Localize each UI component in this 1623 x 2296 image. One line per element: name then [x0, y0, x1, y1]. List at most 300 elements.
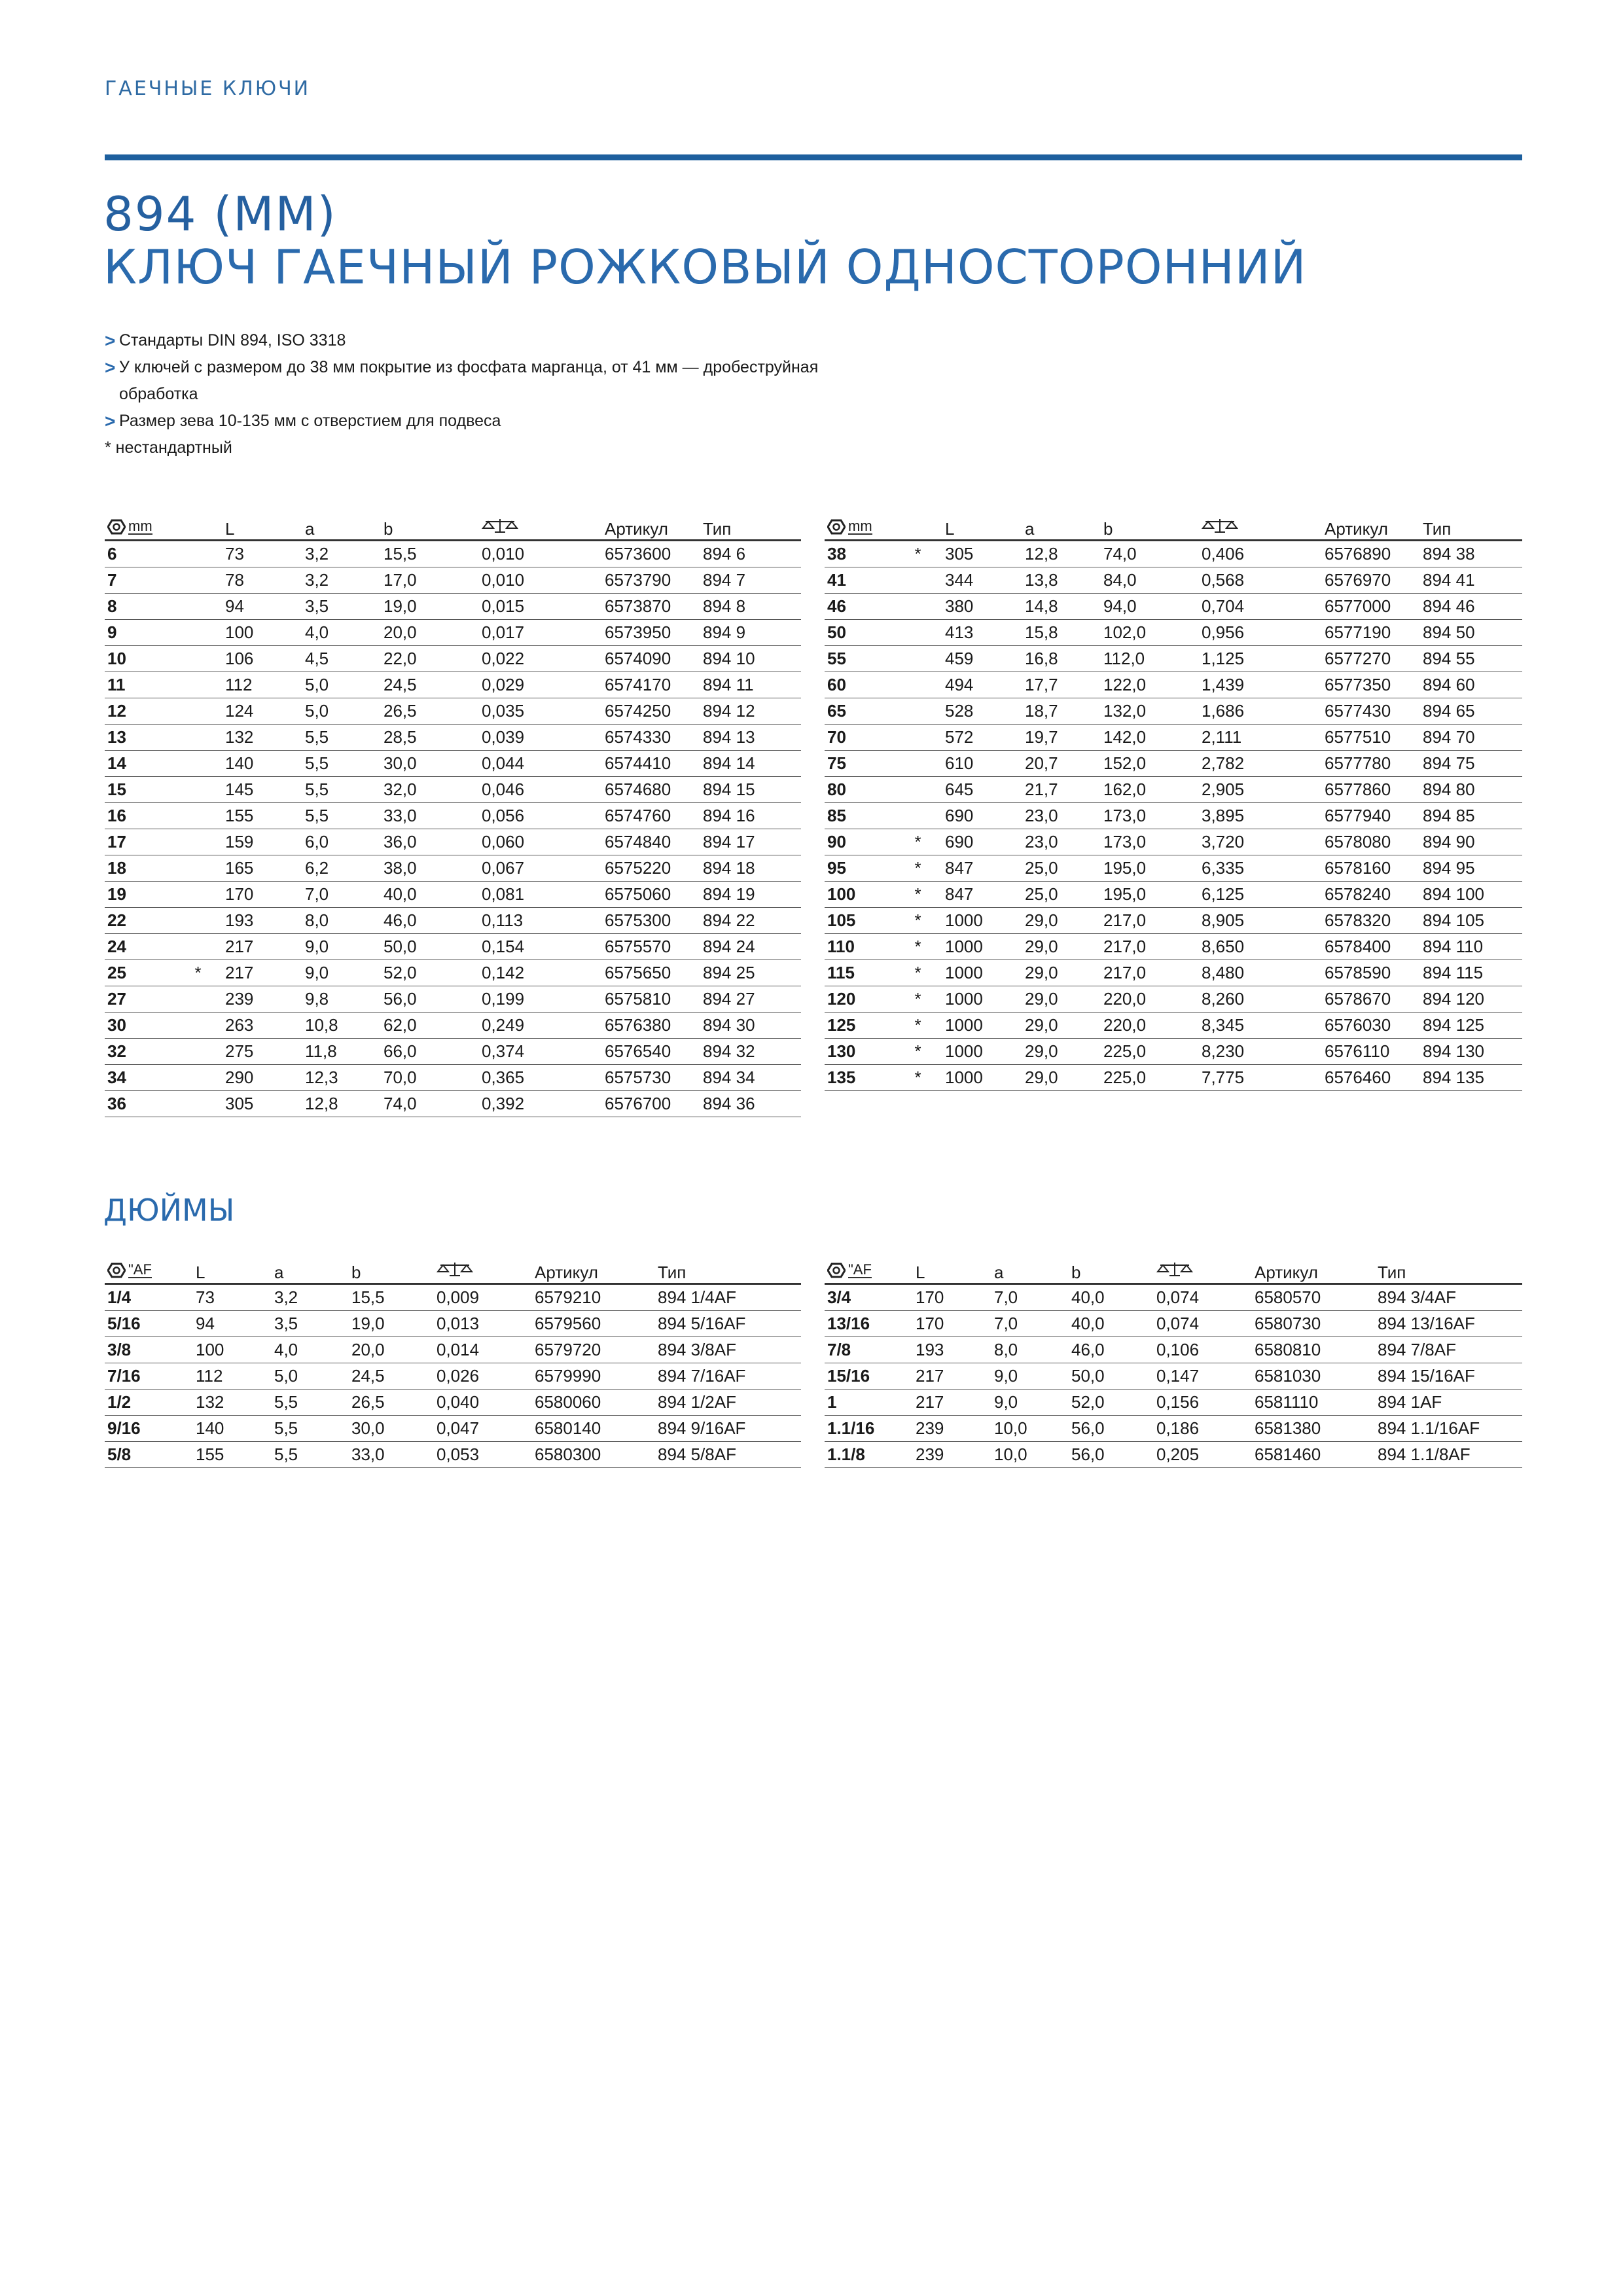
weight-cell: 0,014 — [434, 1337, 532, 1363]
size-cell: 16 — [105, 803, 173, 829]
table-row — [825, 1337, 1522, 1363]
size-cell: 41 — [825, 567, 893, 594]
length-cell: 165 — [223, 855, 302, 882]
b-cell: 40,0 — [1069, 1311, 1154, 1337]
size-cell: 85 — [825, 803, 893, 829]
type-cell: 894 22 — [700, 908, 801, 934]
table-row — [825, 986, 1522, 1013]
size-cell: 8 — [105, 594, 173, 620]
table-row — [825, 646, 1522, 672]
weight-cell: 3,720 — [1199, 829, 1322, 855]
type-cell: 894 27 — [700, 986, 801, 1013]
length-cell: 217 — [913, 1390, 991, 1416]
b-cell: 50,0 — [1069, 1363, 1154, 1390]
article-cell: 6578400 — [1322, 934, 1420, 960]
article-column-header: Артикул — [1322, 513, 1420, 541]
b-cell: 62,0 — [381, 1013, 479, 1039]
size-cell: 135 — [825, 1065, 893, 1091]
article-cell: 6576970 — [1322, 567, 1420, 594]
b-cell: 15,5 — [381, 541, 479, 567]
nonstandard-mark: * — [893, 829, 942, 855]
weight-cell: 8,260 — [1199, 986, 1322, 1013]
length-cell: 305 — [223, 1091, 302, 1117]
inch-table-right — [825, 1257, 1522, 1468]
a-cell: 5,0 — [272, 1363, 349, 1390]
table-row — [105, 777, 801, 803]
b-cell: 19,0 — [349, 1311, 434, 1337]
weight-cell: 1,439 — [1199, 672, 1322, 698]
type-cell: 894 85 — [1420, 803, 1522, 829]
table-row — [105, 855, 801, 882]
a-cell: 25,0 — [1022, 882, 1101, 908]
note-item: > У ключей с размером до 38 мм покрытие из фосфата марганца, от 41 мм — дробеструйная обработка — [105, 354, 864, 408]
b-cell: 30,0 — [349, 1416, 434, 1442]
size-cell: 36 — [105, 1091, 173, 1117]
length-cell: 459 — [942, 646, 1022, 672]
type-cell: 894 125 — [1420, 1013, 1522, 1039]
type-cell: 894 55 — [1420, 646, 1522, 672]
type-cell: 894 32 — [700, 1039, 801, 1065]
weight-cell: 0,113 — [479, 908, 602, 934]
article-cell: 6576540 — [602, 1039, 700, 1065]
table-header-row — [825, 1257, 1522, 1284]
size-cell: 95 — [825, 855, 893, 882]
length-cell: 145 — [223, 777, 302, 803]
type-cell: 894 6 — [700, 541, 801, 567]
a-cell: 14,8 — [1022, 594, 1101, 620]
b-cell: 56,0 — [1069, 1416, 1154, 1442]
nonstandard-mark — [173, 1039, 223, 1065]
size-cell: 11 — [105, 672, 173, 698]
length-cell: 1000 — [942, 1039, 1022, 1065]
size-cell: 7 — [105, 567, 173, 594]
size-cell: 3/4 — [825, 1284, 913, 1311]
length-cell: 124 — [223, 698, 302, 725]
length-column-header: L — [942, 513, 1022, 541]
length-cell: 140 — [223, 751, 302, 777]
length-column-header: L — [913, 1257, 991, 1284]
nonstandard-mark — [173, 855, 223, 882]
type-cell: 894 1.1/8AF — [1375, 1442, 1522, 1468]
type-cell: 894 9/16AF — [655, 1416, 801, 1442]
a-cell: 3,5 — [272, 1311, 349, 1337]
b-cell: 30,0 — [381, 751, 479, 777]
table-row — [825, 777, 1522, 803]
a-cell: 6,0 — [302, 829, 381, 855]
size-cell: 14 — [105, 751, 173, 777]
length-cell: 100 — [193, 1337, 272, 1363]
weight-cell: 0,406 — [1199, 541, 1322, 567]
size-cell: 125 — [825, 1013, 893, 1039]
b-cell: 66,0 — [381, 1039, 479, 1065]
weight-cell: 0,046 — [479, 777, 602, 803]
weight-cell: 6,125 — [1199, 882, 1322, 908]
article-cell: 6576110 — [1322, 1039, 1420, 1065]
size-cell: 1.1/8 — [825, 1442, 913, 1468]
weight-cell: 0,081 — [479, 882, 602, 908]
b-cell: 217,0 — [1101, 934, 1199, 960]
weight-cell: 6,335 — [1199, 855, 1322, 882]
weight-cell: 1,125 — [1199, 646, 1322, 672]
length-cell: 305 — [942, 541, 1022, 567]
scale-weight-icon — [437, 1261, 473, 1278]
type-cell: 894 1AF — [1375, 1390, 1522, 1416]
b-cell: 220,0 — [1101, 986, 1199, 1013]
size-cell: 5/8 — [105, 1442, 193, 1468]
article-column-header: Артикул — [602, 513, 700, 541]
weight-cell: 0,365 — [479, 1065, 602, 1091]
size-cell: 60 — [825, 672, 893, 698]
nonstandard-mark — [893, 725, 942, 751]
a-cell: 19,7 — [1022, 725, 1101, 751]
length-cell: 1000 — [942, 1065, 1022, 1091]
table-row — [825, 620, 1522, 646]
size-cell: 9 — [105, 620, 173, 646]
size-cell: 7/16 — [105, 1363, 193, 1390]
b-cell: 56,0 — [1069, 1442, 1154, 1468]
nonstandard-mark — [173, 803, 223, 829]
size-cell: 38 — [825, 541, 893, 567]
size-cell: 19 — [105, 882, 173, 908]
length-cell: 170 — [913, 1284, 991, 1311]
weight-column-header — [479, 513, 602, 541]
nonstandard-mark — [173, 1091, 223, 1117]
b-cell: 15,5 — [349, 1284, 434, 1311]
type-cell: 894 34 — [700, 1065, 801, 1091]
a-cell: 8,0 — [302, 908, 381, 934]
b-cell: 36,0 — [381, 829, 479, 855]
type-cell: 894 110 — [1420, 934, 1522, 960]
weight-cell: 0,010 — [479, 541, 602, 567]
article-cell: 6579560 — [532, 1311, 655, 1337]
size-cell: 46 — [825, 594, 893, 620]
size-cell: 15 — [105, 777, 173, 803]
size-cell: 3/8 — [105, 1337, 193, 1363]
article-cell: 6575220 — [602, 855, 700, 882]
size-cell: 130 — [825, 1039, 893, 1065]
weight-cell: 0,010 — [479, 567, 602, 594]
b-cell: 122,0 — [1101, 672, 1199, 698]
article-cell: 6577270 — [1322, 646, 1420, 672]
a-cell: 7,0 — [991, 1311, 1069, 1337]
type-cell: 894 70 — [1420, 725, 1522, 751]
b-cell: 20,0 — [381, 620, 479, 646]
nonstandard-mark — [893, 646, 942, 672]
nonstandard-mark: * — [893, 908, 942, 934]
type-column-header: Тип — [700, 513, 801, 541]
weight-cell: 8,650 — [1199, 934, 1322, 960]
table-row — [105, 934, 801, 960]
size-cell: 9/16 — [105, 1416, 193, 1442]
article-cell: 6579990 — [532, 1363, 655, 1390]
length-cell: 78 — [223, 567, 302, 594]
weight-cell: 0,074 — [1154, 1284, 1252, 1311]
size-cell: 65 — [825, 698, 893, 725]
article-cell: 6574090 — [602, 646, 700, 672]
a-cell: 3,5 — [302, 594, 381, 620]
article-cell: 6579720 — [532, 1337, 655, 1363]
table-row — [105, 1337, 801, 1363]
b-cell: 46,0 — [381, 908, 479, 934]
size-cell: 32 — [105, 1039, 173, 1065]
type-cell: 894 130 — [1420, 1039, 1522, 1065]
article-cell: 6580300 — [532, 1442, 655, 1468]
weight-cell: 0,060 — [479, 829, 602, 855]
type-cell: 894 24 — [700, 934, 801, 960]
table-row — [105, 1363, 801, 1390]
nonstandard-mark: * — [893, 1013, 942, 1039]
table-row — [105, 620, 801, 646]
a-cell: 29,0 — [1022, 934, 1101, 960]
length-cell: 159 — [223, 829, 302, 855]
nonstandard-mark: * — [893, 934, 942, 960]
size-column-header: "AF — [825, 1257, 913, 1284]
a-cell: 20,7 — [1022, 751, 1101, 777]
length-cell: 610 — [942, 751, 1022, 777]
a-cell: 5,5 — [302, 803, 381, 829]
b-cell: 52,0 — [1069, 1390, 1154, 1416]
article-cell: 6573870 — [602, 594, 700, 620]
table-row — [825, 1284, 1522, 1311]
weight-cell: 0,147 — [1154, 1363, 1252, 1390]
type-cell: 894 3/4AF — [1375, 1284, 1522, 1311]
type-cell: 894 7/16AF — [655, 1363, 801, 1390]
nonstandard-mark — [173, 777, 223, 803]
weight-cell: 0,044 — [479, 751, 602, 777]
a-cell: 29,0 — [1022, 1039, 1101, 1065]
table-row — [105, 672, 801, 698]
section-label: ГАЕЧНЫЕ КЛЮЧИ — [105, 77, 311, 100]
length-cell: 217 — [223, 934, 302, 960]
type-cell: 894 75 — [1420, 751, 1522, 777]
table-row — [825, 803, 1522, 829]
length-cell: 1000 — [942, 986, 1022, 1013]
length-cell: 645 — [942, 777, 1022, 803]
a-cell: 4,0 — [272, 1337, 349, 1363]
article-cell: 6581460 — [1252, 1442, 1375, 1468]
b-cell: 84,0 — [1101, 567, 1199, 594]
mm-table-right — [825, 513, 1522, 1091]
a-cell: 3,2 — [302, 541, 381, 567]
table-row — [105, 698, 801, 725]
footnote: * нестандартный — [105, 439, 232, 457]
table-row — [105, 1284, 801, 1311]
a-cell: 15,8 — [1022, 620, 1101, 646]
weight-cell: 0,039 — [479, 725, 602, 751]
weight-cell: 0,249 — [479, 1013, 602, 1039]
article-cell: 6577780 — [1322, 751, 1420, 777]
b-cell: 22,0 — [381, 646, 479, 672]
article-cell: 6574840 — [602, 829, 700, 855]
a-cell: 9,0 — [991, 1363, 1069, 1390]
weight-cell: 0,035 — [479, 698, 602, 725]
type-cell: 894 5/8AF — [655, 1442, 801, 1468]
b-cell: 112,0 — [1101, 646, 1199, 672]
mm-table-left — [105, 513, 801, 1117]
table-row — [105, 1091, 801, 1117]
page-subtitle: КЛЮЧ ГАЕЧНЫЙ РОЖКОВЫЙ ОДНОСТОРОННИЙ — [103, 240, 1307, 295]
article-cell: 6574170 — [602, 672, 700, 698]
top-rule — [105, 154, 1522, 160]
nonstandard-mark — [173, 1013, 223, 1039]
a-column-header: a — [272, 1257, 349, 1284]
a-column-header: a — [302, 513, 381, 541]
type-cell: 894 9 — [700, 620, 801, 646]
length-cell: 239 — [223, 986, 302, 1013]
size-cell: 30 — [105, 1013, 173, 1039]
weight-cell: 0,205 — [1154, 1442, 1252, 1468]
nonstandard-mark — [893, 672, 942, 698]
article-cell: 6581030 — [1252, 1363, 1375, 1390]
table-row — [105, 1416, 801, 1442]
type-cell: 894 14 — [700, 751, 801, 777]
type-cell: 894 15/16AF — [1375, 1363, 1522, 1390]
weight-cell: 0,015 — [479, 594, 602, 620]
article-cell: 6577000 — [1322, 594, 1420, 620]
weight-cell: 8,345 — [1199, 1013, 1322, 1039]
article-cell: 6576700 — [602, 1091, 700, 1117]
nonstandard-mark: * — [893, 541, 942, 567]
a-cell: 29,0 — [1022, 1065, 1101, 1091]
type-cell: 894 50 — [1420, 620, 1522, 646]
nonstandard-mark — [173, 620, 223, 646]
article-cell: 6577860 — [1322, 777, 1420, 803]
article-cell: 6574680 — [602, 777, 700, 803]
type-column-header: Тип — [1420, 513, 1522, 541]
nonstandard-mark — [173, 567, 223, 594]
table-row — [825, 1442, 1522, 1468]
a-cell: 11,8 — [302, 1039, 381, 1065]
type-cell: 894 80 — [1420, 777, 1522, 803]
a-cell: 9,0 — [991, 1390, 1069, 1416]
type-cell: 894 60 — [1420, 672, 1522, 698]
article-cell: 6581110 — [1252, 1390, 1375, 1416]
notes-list — [105, 327, 864, 461]
size-column-header: mm — [825, 513, 893, 541]
a-cell: 16,8 — [1022, 646, 1101, 672]
weight-cell: 0,704 — [1199, 594, 1322, 620]
weight-cell: 0,067 — [479, 855, 602, 882]
article-cell: 6573600 — [602, 541, 700, 567]
a-cell: 8,0 — [991, 1337, 1069, 1363]
length-cell: 1000 — [942, 1013, 1022, 1039]
nonstandard-mark — [173, 725, 223, 751]
type-cell: 894 8 — [700, 594, 801, 620]
nonstandard-mark — [173, 986, 223, 1013]
a-cell: 29,0 — [1022, 1013, 1101, 1039]
b-cell: 225,0 — [1101, 1065, 1199, 1091]
table-row — [105, 725, 801, 751]
weight-column-header — [1154, 1257, 1252, 1284]
size-cell: 5/16 — [105, 1311, 193, 1337]
hex-nut-icon — [107, 519, 126, 535]
type-cell: 894 13/16AF — [1375, 1311, 1522, 1337]
a-cell: 5,5 — [302, 725, 381, 751]
type-cell: 894 19 — [700, 882, 801, 908]
a-cell: 5,5 — [272, 1390, 349, 1416]
size-cell: 1.1/16 — [825, 1416, 913, 1442]
weight-cell: 0,106 — [1154, 1337, 1252, 1363]
length-cell: 112 — [223, 672, 302, 698]
length-cell: 263 — [223, 1013, 302, 1039]
table-row — [105, 1311, 801, 1337]
table-row — [825, 960, 1522, 986]
b-cell: 94,0 — [1101, 594, 1199, 620]
length-cell: 1000 — [942, 960, 1022, 986]
article-cell: 6574250 — [602, 698, 700, 725]
type-cell: 894 1.1/16AF — [1375, 1416, 1522, 1442]
b-cell: 38,0 — [381, 855, 479, 882]
weight-cell: 0,013 — [434, 1311, 532, 1337]
length-cell: 94 — [193, 1311, 272, 1337]
a-cell: 12,3 — [302, 1065, 381, 1091]
page-title: 894 (MM) — [103, 187, 337, 242]
article-cell: 6578240 — [1322, 882, 1420, 908]
table-row — [825, 594, 1522, 620]
type-cell: 894 36 — [700, 1091, 801, 1117]
b-cell: 74,0 — [381, 1091, 479, 1117]
hex-nut-icon — [827, 519, 846, 535]
b-cell: 70,0 — [381, 1065, 479, 1091]
b-cell: 56,0 — [381, 986, 479, 1013]
b-cell: 102,0 — [1101, 620, 1199, 646]
size-cell: 1/4 — [105, 1284, 193, 1311]
a-cell: 23,0 — [1022, 829, 1101, 855]
type-cell: 894 3/8AF — [655, 1337, 801, 1363]
nonstandard-mark — [173, 882, 223, 908]
a-cell: 29,0 — [1022, 908, 1101, 934]
article-cell: 6575810 — [602, 986, 700, 1013]
table-row — [105, 986, 801, 1013]
weight-cell: 0,199 — [479, 986, 602, 1013]
article-cell: 6580730 — [1252, 1311, 1375, 1337]
b-cell: 152,0 — [1101, 751, 1199, 777]
a-cell: 23,0 — [1022, 803, 1101, 829]
b-cell: 74,0 — [1101, 541, 1199, 567]
inch-table-left — [105, 1257, 801, 1468]
nonstandard-mark — [893, 777, 942, 803]
nonstandard-mark — [173, 594, 223, 620]
nonstandard-mark — [173, 646, 223, 672]
a-cell: 5,5 — [302, 777, 381, 803]
a-column-header: a — [1022, 513, 1101, 541]
article-cell: 6578080 — [1322, 829, 1420, 855]
nonstandard-mark: * — [893, 960, 942, 986]
article-cell: 6579210 — [532, 1284, 655, 1311]
length-cell: 847 — [942, 855, 1022, 882]
article-cell: 6575300 — [602, 908, 700, 934]
length-cell: 380 — [942, 594, 1022, 620]
nonstandard-mark: * — [893, 1065, 942, 1091]
size-cell: 110 — [825, 934, 893, 960]
type-cell: 894 46 — [1420, 594, 1522, 620]
chevron-right-icon: > — [105, 357, 116, 378]
length-cell: 106 — [223, 646, 302, 672]
weight-cell: 8,230 — [1199, 1039, 1322, 1065]
type-cell: 894 1/4AF — [655, 1284, 801, 1311]
nonstandard-mark — [893, 620, 942, 646]
a-cell: 10,8 — [302, 1013, 381, 1039]
b-cell: 225,0 — [1101, 1039, 1199, 1065]
a-cell: 9,8 — [302, 986, 381, 1013]
type-cell: 894 38 — [1420, 541, 1522, 567]
weight-cell: 0,956 — [1199, 620, 1322, 646]
length-cell: 217 — [223, 960, 302, 986]
article-cell: 6577350 — [1322, 672, 1420, 698]
table-row — [105, 908, 801, 934]
table-row — [825, 882, 1522, 908]
size-cell: 70 — [825, 725, 893, 751]
